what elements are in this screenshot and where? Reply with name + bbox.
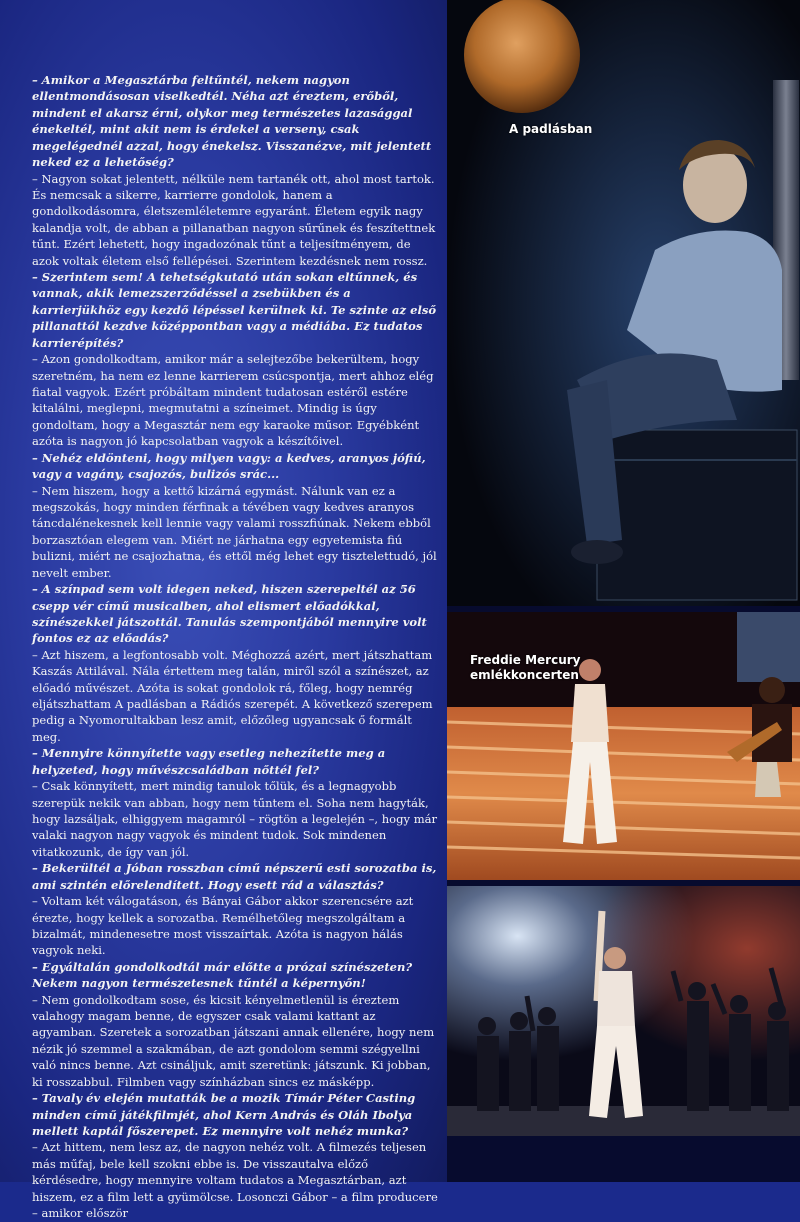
answer-7: – Nem gondolkodtam sose, és kicsit kényelmetlenül is éreztem valahogy magam benne, de egyszer csak valami kattant az agyamban. Szeretek a sorozatban játszani annak ellenére, hogy nem nézik jó szemmel a szakmában, de azt gondolom semmi szégyellni való nincs benne. Azt csináljuk, amit szeretünk: játszunk. Ki jobban, ki rosszabbul. Filmben vagy színházban sincs ez másképp. [32,992,435,1089]
question-4: – A színpad sem volt idegen neked, hiszen szerepeltél az 56 csepp vér című musicalben, ahol elismert előadókkal, színészekkel játszottál. Tanulás szempontjából mennyire volt fontos ez az előadás? [32,582,427,646]
answer-4: – Azt hiszem, a legfontosabb volt. Méghozzá azért, mert játszhattam Kaszás Attilával. Nála értettem meg talán, miről szól a színészet, az előadó művészet. Azóta is sokat gondolok rá, főleg, hogy nemrég eljátszhattam A padlásban a Rádiós szerepét. A következő szerepem pedig a Nyomorultakban lesz amit, előzőleg ugyancsak ő formált meg. [32,647,433,744]
photo-ensemble-stage [447,886,800,1136]
question-2: – Szerintem sem! A tehetségkutató után sokan eltűnnek, és vannak, akik lemezszerződéssel a zsebükben és a karrierjükhöz egy kezdő lépéssel kerülnek ki. Te szinte az első pillanattól kezdve középpontban vagy a médiába. Ez tudatos karrierépítés? [32,270,437,350]
question-5: – Mennyire könnyítette vagy esetleg nehezítette meg a helyzeted, hogy művészcsaládban nőttél fel? [32,746,386,777]
question-3: – Nehéz eldönteni, hogy milyen vagy: a kedves, aranyos jófiú, vagy a vagány, csajozós, bulizós srác... [32,450,426,482]
question-6: – Bekerültél a Jóban rosszban című népszerű esti sorozatba is, ami szintén előrelendített. Hogy esett rád a választás? [32,861,437,892]
answer-6: – Voltam két válogatáson, és Bányai Gábor akkor szerencsére azt érezte, hogy kellek a sorozatba. Remélhetőleg megszolgáltam a bizalmát, mindenesetre most visszaírtak. Azóta is nagyon hálás vagyok neki. [32,894,414,958]
moon-shape [464,0,580,113]
question-7: – Egyáltalán gondolkodtál már előtte a prózai színészeten? Nekem nagyon természetesnek tűntél a képernyőn! [32,959,413,991]
answer-3: – Nem hiszem, hogy a kettő kizárná egymást. Nálunk van ez a megszokás, hogy minden férfinak a tévében vagy kedves aranyos táncdalénekesnek kell lennie vagy valami rosszfiúnak. Nekem ebből borzasztóan elegem van. Miért ne járhatna egy egyetemista fiú bulizni, miért ne csajozhatna, és ettől még lehet egy tisztelettudó, jól nevelt ember. [32,483,437,580]
answer-8: – Azt hittem, nem lesz az, de nagyon nehéz volt. A filmezés teljesen más műfaj, bele kell szokni ebbe is. De visszautalva előző kérdésedre, hogy mennyire voltam tudatos a Megasztárban, azt hiszem, ez a film lett a gyümölcse. Losonczi Gábor – a film producere – amikor először [32,1140,438,1221]
question-1: – Amikor a Megasztárba feltűntél, nekem nagyon ellentmondásosan viselkedtél. Néha azt éreztem, erőből, mindent el akarsz érni, olykor meg természetes lazasággal énekeltél, mint akit nem is érdekel a verseny, csak megelégednél azzal, hogy énekelsz. Visszanézve, mit jelentett neked ez a lehetőség? [32,73,432,170]
question-8: – Tavaly év elején mutatták be a mozik Tímár Péter Casting minden című játékfilmjét, ahol Kern András és Oláh Ibolya mellett kaptál főszerepet. Ez mennyire volt nehéz munka? [32,1091,416,1138]
caption-freddie-line1: Freddie Mercury [470,653,581,667]
answer-2: – Azon gondolkodtam, amikor már a selejtezőbe bekerültem, hogy szeretném, ha nem ez lenne karrierem csúcspontja, mert ahhoz elég fiatal vagyok. Ezért próbáltam mindent tudatosan estéről estére kitalálni, meglepni, megmutatni a színeimet. Mindig is úgy gondoltam, hogy a Megasztár nem egy karaoke műsor. Egyébként azóta is nagyon jó kapcsolatban vagyok a készítőivel. [32,352,434,449]
caption-padlas: A padlásban [509,122,593,136]
answer-5: – Csak könnyített, mert mindig tanulok tőlük, és a legnagyobb szerepük nekik van abban, hogy nem tűntem el. Soha nem hagyták, hogy lazsáljak, elhiggyem magamról – rögtön a legelején –, hogy már valaki nagyon nagy vagyok és mindent tudok. Sok mindenen vitatkozunk, de így van jól. [32,779,438,859]
photo-padlas-stage [447,0,800,606]
caption-freddie-line2: emlékkoncerten [470,668,579,682]
caption-freddie-mercury [470,653,581,683]
answer-1: – Nagyon sokat jelentett, nélküle nem tartanék ott, ahol most tartok. És nemcsak a sikerre, karrierre gondolok, hanem a gondolkodásomra, életszemléletemre egyaránt. Életem egyik nagy kalandja volt, de abban a pillanatban nagyon sűrűnek és feszítettnek tűnt. Ezért lehetett, hogy ingadozónak tűnt a teljesítményem, de azok voltak életem első fellépései. Szerintem kezdésnek nem rossz. [32,171,436,268]
interview-article [32,72,440,1222]
